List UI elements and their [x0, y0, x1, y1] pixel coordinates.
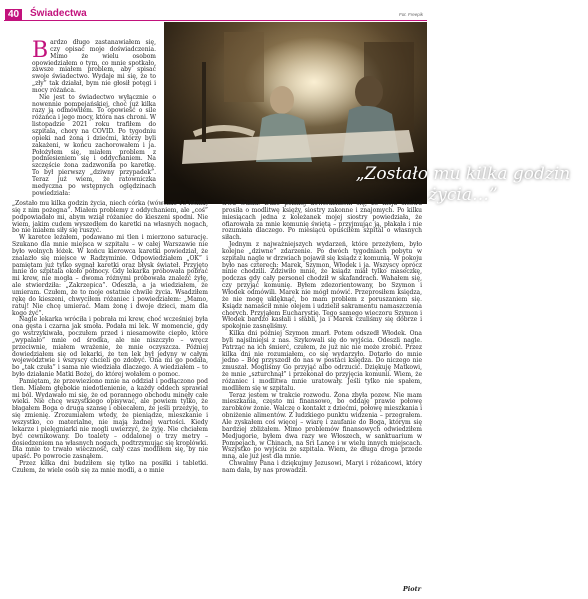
page-header: [0, 0, 431, 20]
drop-cap: B: [32, 38, 49, 63]
article-column-left: [12, 201, 208, 581]
article-column-right: [222, 201, 422, 575]
article-paragraph: Teraz jestem w trakcie rozwodu. Żona zbyła pozew. Nie mam mieszkania, często mi finansowo, bo oddaję prawie połowę zarobków żonie. Walczę o kontakt z dziećmi, połowę mieszkania i obniżenie alimentów. Z ludzkiego punktu widzenia – przegrałem. Ale zyskałem coś więcej – wiarę i zaufanie do Boga, którym się bardziej zbliżałem. Mimo problemów finansowych odwiedziłem Medjugorie, byłem dwa razy we Włoszech, w sanktuarium w Pompejach, w Chinach, na Sri Lance i w wielu innych miejscach. Wszystko po wyjściu ze szpitala. Wiem, że długa droga przede mną, ale już jest dla mnie.: [222, 391, 422, 461]
photo-credit: Fot. Freepik: [398, 12, 423, 17]
article-paragraph: Przez kilka dni budziłem się tylko na posiłki i tabletki. Czułem, że wiele osób się za mnie modli, a o mnie: [12, 460, 208, 474]
pull-quote: „Zostało mu kilka godzin życia…”: [355, 164, 571, 205]
article-paragraph: „Zostało mu kilka godzin życia, niech córka (wówczas 13-letnia) się z nim pożegna”. Miałem problemy z oddychaniem, ale „coś” podpowiadało mi, abym wziął różaniec do kieszeni spodni. Nie wiem, jakim cudem wyszedłem do karetki na własnych nogach, bo nie miałem siły się ruszyć.: [12, 200, 208, 235]
article-paragraph: Chwalmy Pana i dziękujmy Jezusowi, Maryi i różańcowi, który nam dała, by nas prowadził.: [222, 460, 422, 474]
section-title: Świadectwa: [30, 8, 87, 19]
article-paragraph: Kilka dni później Szymon zmarł. Potem odszedł Włodek. Ona byli najsilniejsi z nas. Szykowali się do wyjścia. Odeszli nagle. Patrząc na ich śmierć, czułem, że już nic nie może zrobić. Przez kilka dni nie rozumiałem, co się wydarzyło. Dotarło do mnie jedno – Bóg przyszedł do nas w postaci księdza. Do niczego nie zmuszał. Mogliśmy Go przyjąć albo odrzucić. Dziękuję Matkowi, że mnie „szturchnął” i przekonał do przyjęcia komunii. Wiem, że różaniec i modlitwa mnie uratowały. Jeśli tylko nie spałem, modliłem się w szpitalu.: [222, 330, 422, 392]
article-intro-column: [32, 40, 156, 195]
header-rule: [4, 20, 427, 21]
article-paragraph: Pamiętam, że przewieziono mnie na oddział i podłączono pod tlen. Miałem głębokie niedotlenienie, a każdy oddech sprawiał mi ból. Wydawało mi się, że od porannego obchodu minęły całe wieki. Nie chcę wszystkiego opisywać, ale powiem tylko, że błagałem Boga o drugą szansę i obiecałem, że jeśli przeżyję, to się zmienię. Zrozumiałem wtedy, że pieniądze, mieszkanie i wszystko, co materialne, nie mają żadnej wartości. Kiedy lekarze i pielęgniarki nie mogli uwierzyć, że żyję. Nie chciałem być cewnikowany. Do toalety – oddalonej o trzy metry – dosiedzeniem na własnych nogach, podtrzymując się kroplówki. Dla mnie to trwało wieczność, cały czas modliłem się, by nie upaść. Po powrocie zasnąłem.: [12, 377, 208, 461]
article-lead-paragraph: [32, 40, 156, 95]
article-paragraph: Jednym z najważniejszych wydarzeń, które przeżyłem, było kolejne „dziwne” zdarzenie. Po dwóch tygodniach pobytu w szpitalu nagle w drzwiach pojawił się ksiądz z komunią. W pokoju było nas czterech: Marek, Szymon, Włodek i ja. Wszyscy oprócz mnie chodzili. Zdziwiło mnie, że ksiądz miał tylko maseczkę, podczas gdy cały personel chodził w skafandrach. Wahałem się, czy przyjąć komunię. Byłem zdezorientowany, bo Szymon i Włodek odmówili. Marek nie mógł mówić. Przeprosiłem księdza, że nie mogę uklęknąć, bo mam problem z poruszaniem się. Ksiądz namaścił mnie olejem i udzielił sakramentu namaszczenia chorych. Przyjąłem Eucharystię. Tego samego wieczoru Szymon i Włodek bardzo kasłali i słabli, ja i Marek czuliśmy się dobrze i spokojnie zasnęliśmy.: [222, 241, 422, 331]
lead-text: ardzo długo zastanawiałem się, czy opisać moje doświadczenia. Mimo że wielu osobom opowiedziałem o tym, co mnie spotkało, zawsze miałem problem, aby spisać swoje świadectwo. Wydaje mi się, że to „zły” tak działał, bym nie głosił potęgi i mocy różańca.: [32, 39, 156, 94]
article-paragraph: Nagle lekarka wróciła i pobrała mi krew, choć wcześniej była ona gęsta i czarna jak smoła. Podała mi lek. W momencie, gdy go wstrzykiwała, poczułem przed i niesamowite ciepło, które „wypalało” mnie od środka, ale nie niszczyło – wręcz przeciwnie, miałem wrażenie, że mnie oczyszcza. Później dowiedziałem się od lekarki, że ten lek był jedyny w całym województwie i wszyscy chcieli go zdobyć. Ona mi go podała, bo „tak czuła” i sama nie wiedziała dlaczego. A wiedziałem – to było działanie Matki Bożej, do której wołałem o pomoc.: [12, 316, 208, 379]
hospital-photo: [164, 22, 571, 205]
article-paragraph: trwa walka. Dużo później dowiedziałem się, że moja siostra prosiła o modlitwę księży, siostry zakonne i znajomych. Po kilku miesiącach jedna z koleżanek mojej siostry powiedziała, że ofiarowała za mnie komunię świętą – przyjmując ją, płakała i nie rozumiała dlaczego. Po miesiącu opuściłem szpital o własnych siłach.: [222, 200, 422, 242]
author-signature: Piotr: [402, 585, 421, 593]
page-number: 40: [5, 9, 22, 20]
article-paragraph: Nie jest to świadectwo wyłącznie o nowennie pompejańskiej, choć już kilka razy ją odmówiłem. To opowieść o sile różańca i jego mocy, która nas chroni. W listopadzie 2021 roku trafiłem do szpitala, chory na COVID. Po tygodniu opieki nad żoną i dziećmi, którzy byli zakażeni, w końcu zachorowałem i ja. Położyłem się, miałem problem z podniesieniem się i oddychaniem. Na szczęście żona zadzwoniła po karetkę. To był pierwszy „dziwny przypadek”. Teraz już wiem, że ratowniczka medyczna po wstępnych oględzinach powiedziała:: [32, 93, 156, 197]
article-paragraph: W karetce leżałem, podawano mi tlen i mierzono saturację. Szukano dla mnie miejsca w szpitalu – w całej Warszawie nie było wolnych łóżek. W końcu kierowca karetki powiedział, że znalazło się miejsce w Radzyminie. Odpowiedziałem „OK” i pamiętam już tylko sygnał karetki oraz błysk świateł. Przyjęto mnie do szpitala około północy. Gdy lekarka próbowała pobrać mi krew, nie mogła – dwoma różnymi próbowała znaleźć żyłę, ale stwierdziła: „Zakrzepica”. Odeszła, a ja wiedziałem, że umieram. Czułem, że to moje ostatnie chwile życia. Wsadziłem rękę do kieszeni, chwyciłem różaniec i powiedziałem: „Mamo, ratuj! Nie chcę umierać. Mam żonę i dwoje dzieci, mam dla kogo żyć”.: [12, 234, 208, 317]
